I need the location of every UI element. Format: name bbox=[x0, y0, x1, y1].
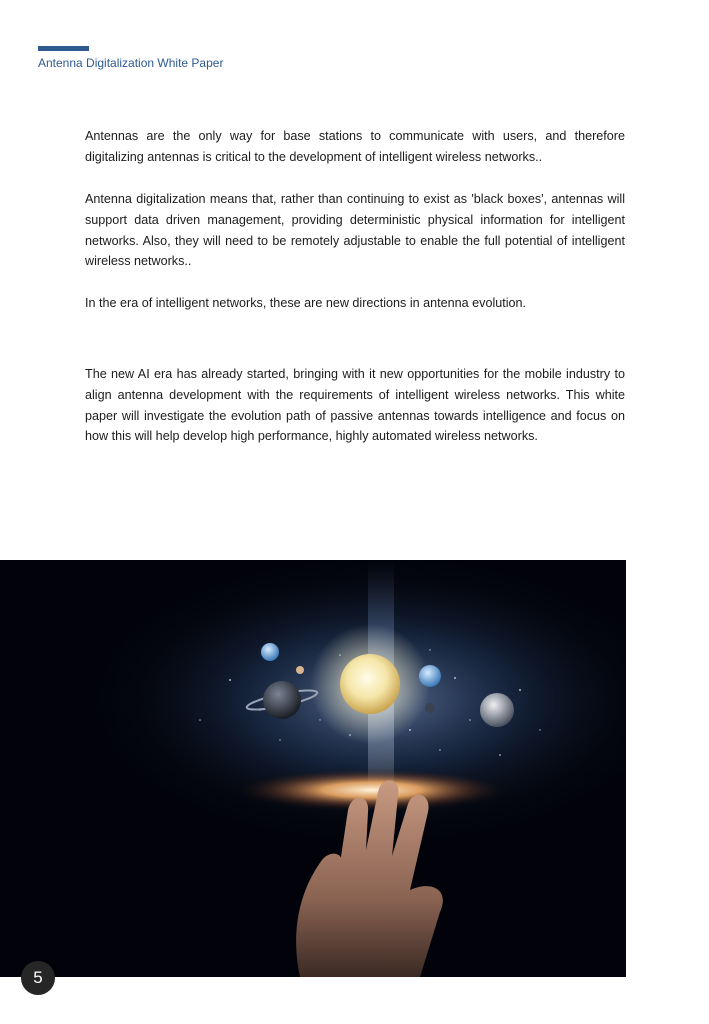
header-accent-bar bbox=[38, 46, 89, 51]
page-number-badge: 5 bbox=[21, 961, 55, 995]
document-title: Antenna Digitalization White Paper bbox=[38, 56, 224, 70]
paragraph-digitalization: Antenna digitalization means that, rather than continuing to exist as 'black boxes', antennas will support data driven management, providing deterministic physical information for intelligent networks. Also, they will need to be remotely adjustable to enable the full potential of intelligent wireless networks.. bbox=[85, 192, 625, 269]
paragraph-intro: Antennas are the only way for base stations to communicate with users, and therefore digitalizing antennas is critical to the development of intelligent wireless networks.. bbox=[85, 129, 625, 164]
paragraph-new-directions: In the era of intelligent networks, these are new directions in antenna evolution. bbox=[85, 296, 527, 310]
hero-image-hand-with-planets bbox=[0, 560, 626, 977]
paragraph-ai-era: The new AI era has already started, bringing with it new opportunities for the mobile industry to align antenna development with the requirements of intelligent wireless networks. This white paper will investigate the evolution path of passive antennas towards intelligence and focus on how this will help develop high performance, highly automated wireless networks. bbox=[85, 367, 625, 444]
